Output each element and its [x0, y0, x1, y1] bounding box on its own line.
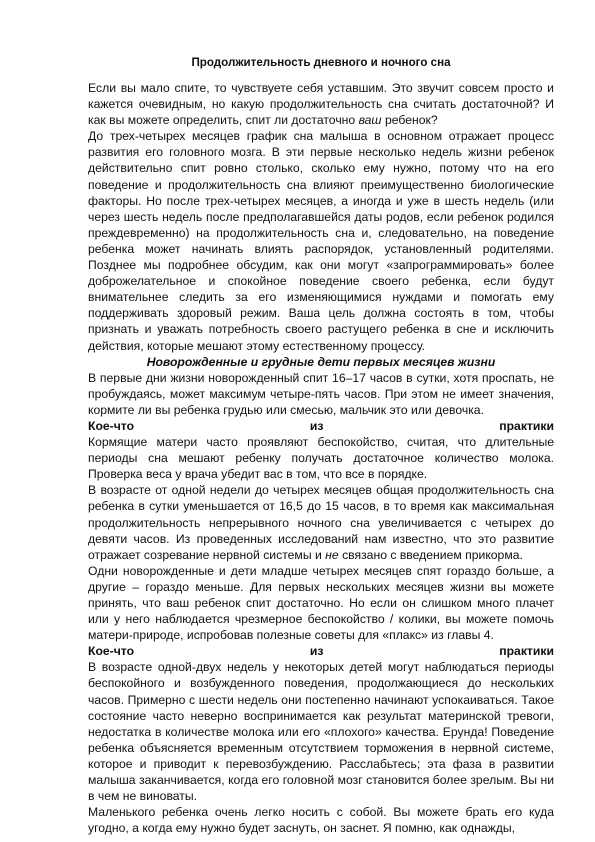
practice-heading-1: [88, 418, 554, 434]
paragraph-intro-text: Если вы мало спите, то чувствуете себя уставшим. Это звучит совсем просто и кажется очевидным, но какую продолжительность сна считать достаточной? И как вы можете определить, спит ли достаточно: [88, 81, 554, 128]
section-heading-newborns: Новорожденные и грудные дети первых месяцев жизни: [146, 354, 496, 369]
practice-word: из: [309, 644, 324, 659]
practice-word: Кое-что: [88, 418, 135, 433]
practice-word: из: [309, 418, 324, 433]
paragraph-first-days: В первые дни жизни новорожденный спит 16–17 часов в сутки, хотя проспать, не пробуждаясь, может максимум четыре-пять часов. При этом не имеет значения, кормите ли вы ребенка грудью или смесью, мальчик это или девочка.: [88, 370, 554, 417]
practice-word: практики: [499, 644, 554, 659]
paragraph-nursing-mothers: Кормящие матери часто проявляют беспокойство, считая, что длительные периоды сна мешают ребенку получать достаточное количество молока. Проверка веса у врача убедит вас в том, что все в порядке.: [88, 435, 554, 482]
paragraph-sleep-duration-text: В возрасте от одной недели до четырех месяцев общая продолжительность сна ребенка в сутки уменьшается от 16,5 до 15 часов, в то время как максимальная продолжительность непрерывного ночного сна увеличивается с четырех до девяти часов. Из проведенных исследований нам известно, что это развитие отражает созревание нервной системы и: [88, 483, 554, 562]
paragraph-intro-tail: ребенок?: [384, 113, 438, 128]
document-page: [88, 56, 554, 836]
paragraph-sleep-duration-tail: связано с введением прикорма.: [342, 547, 523, 562]
paragraph-sleep-duration-emphasis: не: [325, 547, 339, 562]
paragraph-development: До трех-четырех месяцев график сна малыша в основном отражает процесс развития его головного мозга. В эти первые несколько недель жизни ребенок действительно спит ровно столько, сколько ему нужно, потому что на его поведение и продолжительность сна влияют преимущественно биологические факторы. Но после трех-четырех месяцев, а иногда и уже в шесть недель (или через шесть недель после предполагавшейся даты родов, если ребенок родился преждевременно) на продолжительность сна и, следовательно, на поведение ребенка может начинать влиять распорядок, установленный родителями. Позднее мы подробнее обсудим, как они могут «запрограммировать» более доброжелательное и спокойное поведение своего ребенка, если будут внимательнее следить за его изменяющимися нуждами и помогать ему поддерживать здоровый режим. Ваша цель должна состоять в том, чтобы признать и уважать потребность своего растущего ребенка в сне и исключить действия, которые мешают этому естественному процессу.: [88, 129, 554, 353]
practice-heading-2: [88, 643, 554, 659]
paragraph-variation: Одни новорожденные и дети младше четырех месяцев спят гораздо больше, а другие – гораздо меньше. Для первых нескольких месяцев жизни вы можете принять, что ваш ребенок спит достаточно. Но если он слишком много плачет или у него наблюдается чрезмерное беспокойство / колики, вы можете помочь матери-природе, испробовав полезные советы для «плакс» из главы 4.: [88, 563, 554, 643]
practice-word: практики: [499, 418, 554, 433]
paragraph-carrying: Маленького ребенка очень легко носить с собой. Вы можете брать его куда угодно, а когда ему нужно будет заснуть, он заснет. Я помню, как однажды,: [88, 805, 554, 836]
practice-word: Кое-что: [88, 644, 135, 659]
paragraph-sleep-duration: [88, 482, 554, 562]
paragraph-intro: [88, 80, 554, 128]
paragraph-fussy-periods: В возрасте одной-двух недель у некоторых детей могут наблюдаться периоды беспокойного и возбужденного поведения, продолжающиеся до нескольких часов. Примерно с шести недель они постепенно начинают успокаиваться. Такое состояние часто неверно воспринимается как результат материнской тревоги, недостатка в количестве молока или его «плохого» качества. Ерунда! Поведение ребенка объясняется временным отсутствием торможения в нервной системе, которое и приводит к перевозбуждению. Расслабьтесь; эта фаза в развитии малыша заканчивается, когда его головной мозг становится более зрелым. Вы ни в чем не виноваты.: [88, 660, 554, 804]
document-title: Продолжительность дневного и ночного сна: [191, 56, 451, 69]
paragraph-intro-emphasis: ваш: [358, 113, 382, 128]
